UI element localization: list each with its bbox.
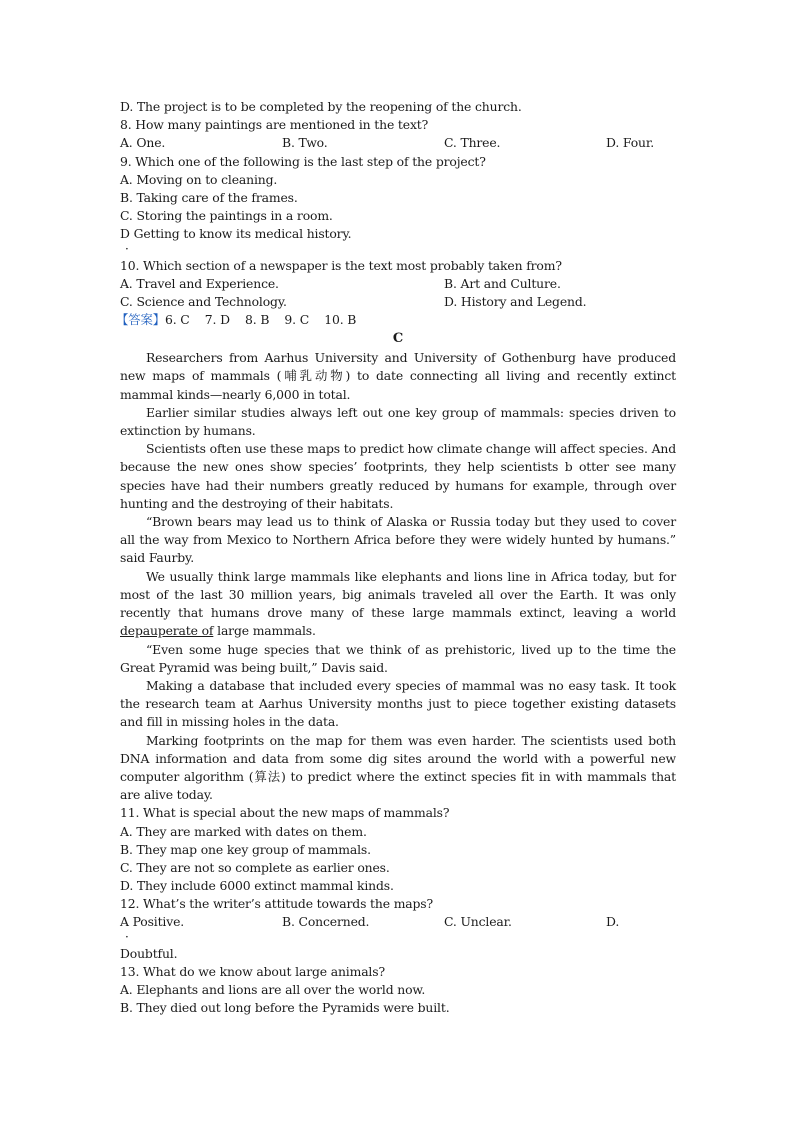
exam-page (116, 98, 676, 1017)
q9-option-b: B. Taking care of the frames. (120, 189, 298, 205)
passage-paragraph-2: Earlier similar studies always left out one key group of mammals: species driven to extinction by humans. (120, 404, 676, 439)
passage-paragraph-6: “Even some huge species that we think of as prehistoric, lived up to the time the Great Pyramid was being built,” Davis said. (120, 641, 676, 675)
answer-values: 6. C 7. D 8. B 9. C 10. B (164, 312, 357, 328)
q11-option-a: A. They are marked with dates on them. (120, 823, 367, 839)
q11-option-c: C. They are not so complete as earlier ones. (120, 859, 390, 875)
q8-option-a: A. One. (120, 135, 166, 151)
q9-option-d: D Getting to know its medical history. (120, 226, 352, 242)
q10-option-a: A. Travel and Experience. (120, 275, 279, 291)
q8-stem: 8. How many paintings are mentioned in the text? (120, 117, 429, 133)
q8-option-d: D. Four. (606, 135, 655, 151)
q12-option-a: A Positive. (120, 914, 185, 930)
q10-options-row2 (120, 293, 676, 311)
q8-options (120, 134, 676, 152)
q8-option-b: B. Two. (282, 135, 328, 151)
p5-text-after: large mammals. (213, 623, 316, 639)
p5-text-before: We usually think large mammals like elephants and lions line in Africa today, but for most of the last 30 million years, big animals traveled all over the Earth. It was only recently that humans drove many of these large mammals extinct, leaving a world (120, 568, 676, 621)
q11-option-d: D. They include 6000 extinct mammal kinds. (120, 878, 394, 894)
q12-option-b: B. Concerned. (282, 914, 370, 930)
q12-option-d-overflow: Doubtful. (120, 945, 178, 961)
q11-stem: 11. What is special about the new maps of mammals? (120, 805, 450, 821)
passage-paragraph-5 (120, 568, 676, 641)
q10-option-b: B. Art and Culture. (444, 275, 561, 291)
passage-paragraph-1: Researchers from Aarhus University and University of Gothenburg have produced new maps of mammals (哺乳动物) to date connecting all living and recently extinct mammal kinds—nearly 6,000 in total. (120, 350, 676, 402)
q10-option-c: C. Science and Technology. (120, 293, 287, 309)
q9-option-c: C. Storing the paintings in a room. (120, 208, 333, 224)
passage-paragraph-4: “Brown bears may lead us to think of Alaska or Russia today but they used to cover all the way from Mexico to Northern Africa before they were widely hunted by humans.” said Faurby. (120, 514, 676, 566)
q10-options-row1 (120, 275, 676, 293)
q10-option-d: D. History and Legend. (444, 293, 587, 309)
passage-paragraph-8: Marking footprints on the map for them was even harder. The scientists used both DNA information and data from some dig sites around the world with a powerful new computer algorithm (算法) to predict where the extinct species fit in with mammals that are alive today. (120, 732, 676, 803)
q13-stem: 13. What do we know about large animals? (120, 963, 385, 979)
q13-option-b: B. They died out long before the Pyramids were built. (120, 1000, 450, 1016)
p5-underlined-term: depauperate of (120, 623, 214, 639)
answer-tag: 【答案】 (116, 312, 165, 328)
q8-option-c: C. Three. (444, 135, 501, 151)
q9-stem: 9. Which one of the following is the last step of the project? (120, 153, 486, 169)
q7-option-d: D. The project is to be completed by the reopening of the church. (120, 99, 522, 114)
q9-option-a: A. Moving on to cleaning. (120, 171, 278, 187)
stray-dot: · (125, 929, 129, 944)
passage-paragraph-7: Making a database that included every species of mammal was no easy task. It took the research team at Aarhus University months just to piece together existing datasets and fill in missing holes in the data. (120, 677, 676, 730)
q12-option-c: C. Unclear. (444, 914, 512, 930)
q12-options (120, 913, 676, 931)
q10-stem: 10. Which section of a newspaper is the text most probably taken from? (120, 257, 562, 273)
answer-key (116, 311, 676, 329)
q13-option-a: A. Elephants and lions are all over the world now. (120, 982, 426, 998)
q12-option-d: D. (606, 914, 620, 930)
section-label: C (392, 331, 404, 347)
q12-stem: 12. What’s the writer’s attitude towards the maps? (120, 896, 434, 912)
q11-option-b: B. They map one key group of mammals. (120, 841, 371, 857)
passage-paragraph-3: Scientists often use these maps to predict how climate change will affect species. And because the new ones show species’ footprints, they help scientists b otter see many species have had their numbers greatly reduced by humans for example, through over hunting and the destroying of their habitats. (120, 441, 676, 511)
stray-dot: · (125, 241, 129, 256)
